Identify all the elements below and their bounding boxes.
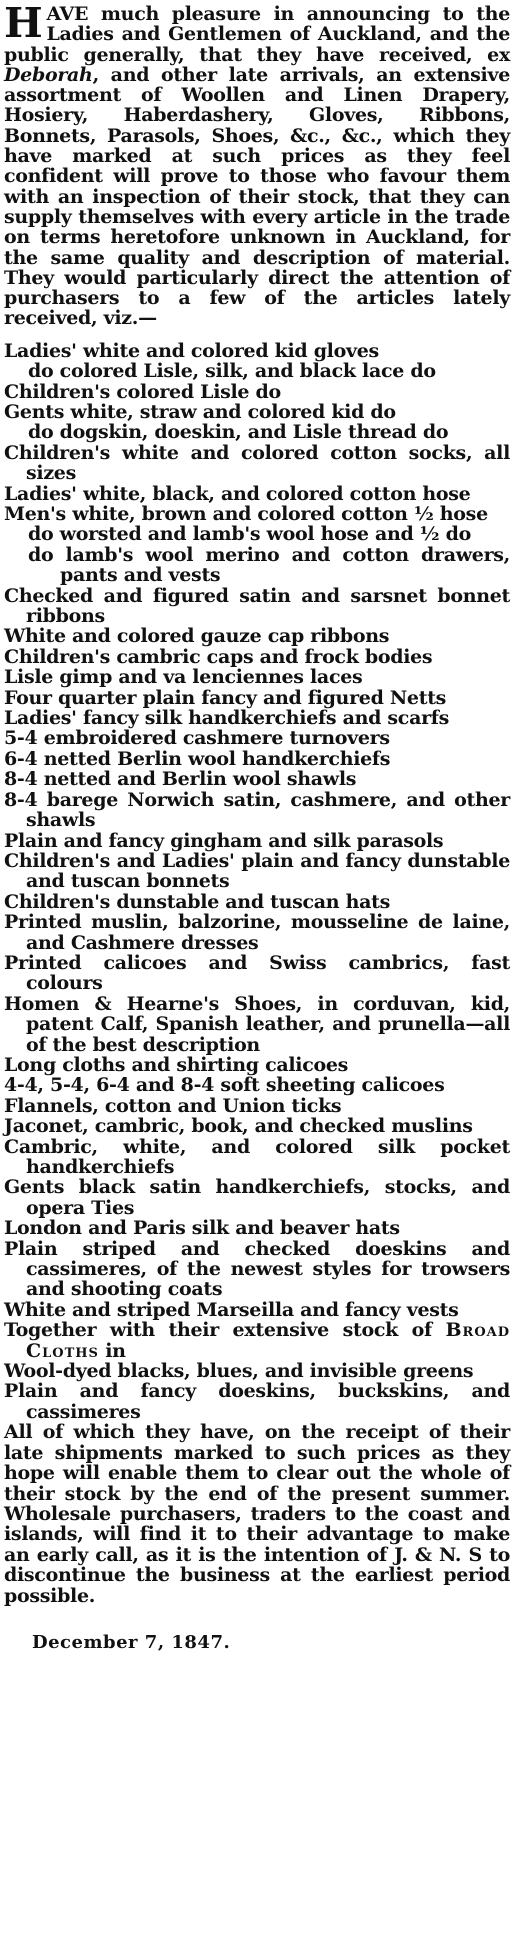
list-item: Gents white, straw and colored kid do	[4, 400, 396, 423]
list-item: Children's colored Lisle do	[4, 380, 281, 403]
list-item: Children's cambric caps and frock bodies	[4, 645, 433, 668]
intro-paragraph	[4, 0, 510, 330]
list-item: Four quarter plain fancy and figured Netts	[4, 686, 447, 709]
list-item: Flannels, cotton and Union ticks	[4, 1094, 342, 1117]
list-item: Cambric, white, and colored silk pocket handkerchiefs	[4, 1135, 510, 1178]
broad-cloths-term: Broad Cloths	[26, 1319, 510, 1362]
list-item: Printed calicoes and Swiss cambrics, fast colours	[4, 951, 510, 995]
broad-cloths-text-c: in	[98, 1339, 126, 1362]
list-item: Plain striped and checked doeskins and cassimeres, of the newest styles for trowsers and shooting coats	[4, 1237, 510, 1301]
list-item: Ladies' white and colored kid gloves	[4, 339, 379, 362]
list-item: Checked and figured satin and sarsnet bonnet ribbons	[4, 584, 510, 628]
date-line: December 7, 1847.	[32, 1631, 231, 1653]
ship-name: Deborah	[4, 63, 93, 86]
list-item: Children's dunstable and tuscan hats	[4, 890, 391, 913]
list-item: 4-4, 5-4, 6-4 and 8-4 soft sheeting calicoes	[4, 1074, 445, 1097]
list-item: Plain and fancy doeskins, buckskins, and cassimeres	[4, 1380, 510, 1423]
broad-cloths-line	[4, 1320, 510, 1361]
list-item: Ladies' white, black, and colored cotton hose	[4, 482, 471, 505]
list-item: Plain and fancy gingham and silk parasols	[4, 829, 444, 852]
list-item: Wool-dyed blacks, blues, and invisible greens	[4, 1360, 474, 1383]
broad-cloths-text-a: Together with their extensive stock of	[4, 1319, 446, 1342]
list-item: Children's white and colored cotton socks, all sizes	[4, 441, 510, 485]
list-item: do dogskin, doeskin, and Lisle thread do	[28, 421, 449, 444]
advertisement	[4, 0, 510, 1653]
list-item: Jaconet, cambric, book, and checked muslins	[4, 1115, 473, 1138]
list-item: White and colored gauze cap ribbons	[4, 625, 390, 648]
drop-cap: H	[4, 0, 43, 47]
list-item: Ladies' fancy silk handkerchiefs and scarfs	[4, 707, 450, 730]
article-list	[4, 341, 510, 1423]
list-item: Long cloths and shirting calicoes	[4, 1053, 349, 1076]
list-item: do worsted and lamb's wool hose and ½ do	[28, 523, 471, 546]
intro-text-b: , and other late arrivals, an extensive assortment of Woollen and Linen Drapery, Hosiery, Haberdashery, Gloves, Ribbons, Bonnets, Parasols, Shoes, &c., &c., which they have marked at such prices as they feel confident will prove to those who favour them with an inspection of their stock, that they can supply themselves with every article in the trade on terms heretofore unknown in Auckland, for the same quality and description of material. They would particularly direct the attention of purchasers to a few of the articles lately received, viz.—	[4, 63, 510, 330]
list-item: Children's and Ladies' plain and fancy dunstable and tuscan bonnets	[4, 849, 510, 893]
list-item: 6-4 netted Berlin wool handkerchiefs	[4, 747, 391, 770]
list-item: Lisle gimp and va lenciennes laces	[4, 666, 363, 689]
list-item: 8-4 netted and Berlin wool shawls	[4, 768, 357, 791]
list-item: 8-4 barege Norwich satin, cashmere, and other shawls	[4, 788, 510, 832]
list-item: 5-4 embroidered cashmere turnovers	[4, 727, 390, 750]
list-item: Gents black satin handkerchiefs, stocks, and opera Ties	[4, 1176, 510, 1219]
list-item: Homen & Hearne's Shoes, in corduvan, kid, patent Calf, Spanish leather, and prunella—all of the best description	[4, 992, 510, 1056]
closing-paragraph: All of which they have, on the receipt of their late shipments marked to such prices as they hope will enable them to clear out the whole of their stock by the end of the present summer. Wholesale purchasers, traders to the coast and islands, will find it to their advantage to make an early call, as it is the intention of J. & N. S to discontinue the business at the earliest period possible.	[4, 1421, 510, 1607]
list-item: Men's white, brown and colored cotton ½ hose	[4, 503, 488, 525]
list-item: do lamb's wool merino and cotton drawers, pants and vests	[28, 543, 510, 587]
list-item: White and striped Marseilla and fancy vests	[4, 1298, 459, 1321]
intro-text-a: AVE much pleasure in announcing to the Ladies and Gentlemen of Auckland, and the public generally, that they have received, ex	[4, 3, 510, 66]
list-item: London and Paris silk and beaver hats	[4, 1217, 400, 1240]
list-item: do colored Lisle, silk, and black lace do	[28, 360, 436, 383]
list-item: Printed muslin, balzorine, mousseline de laine, and Cashmere dresses	[4, 911, 510, 954]
